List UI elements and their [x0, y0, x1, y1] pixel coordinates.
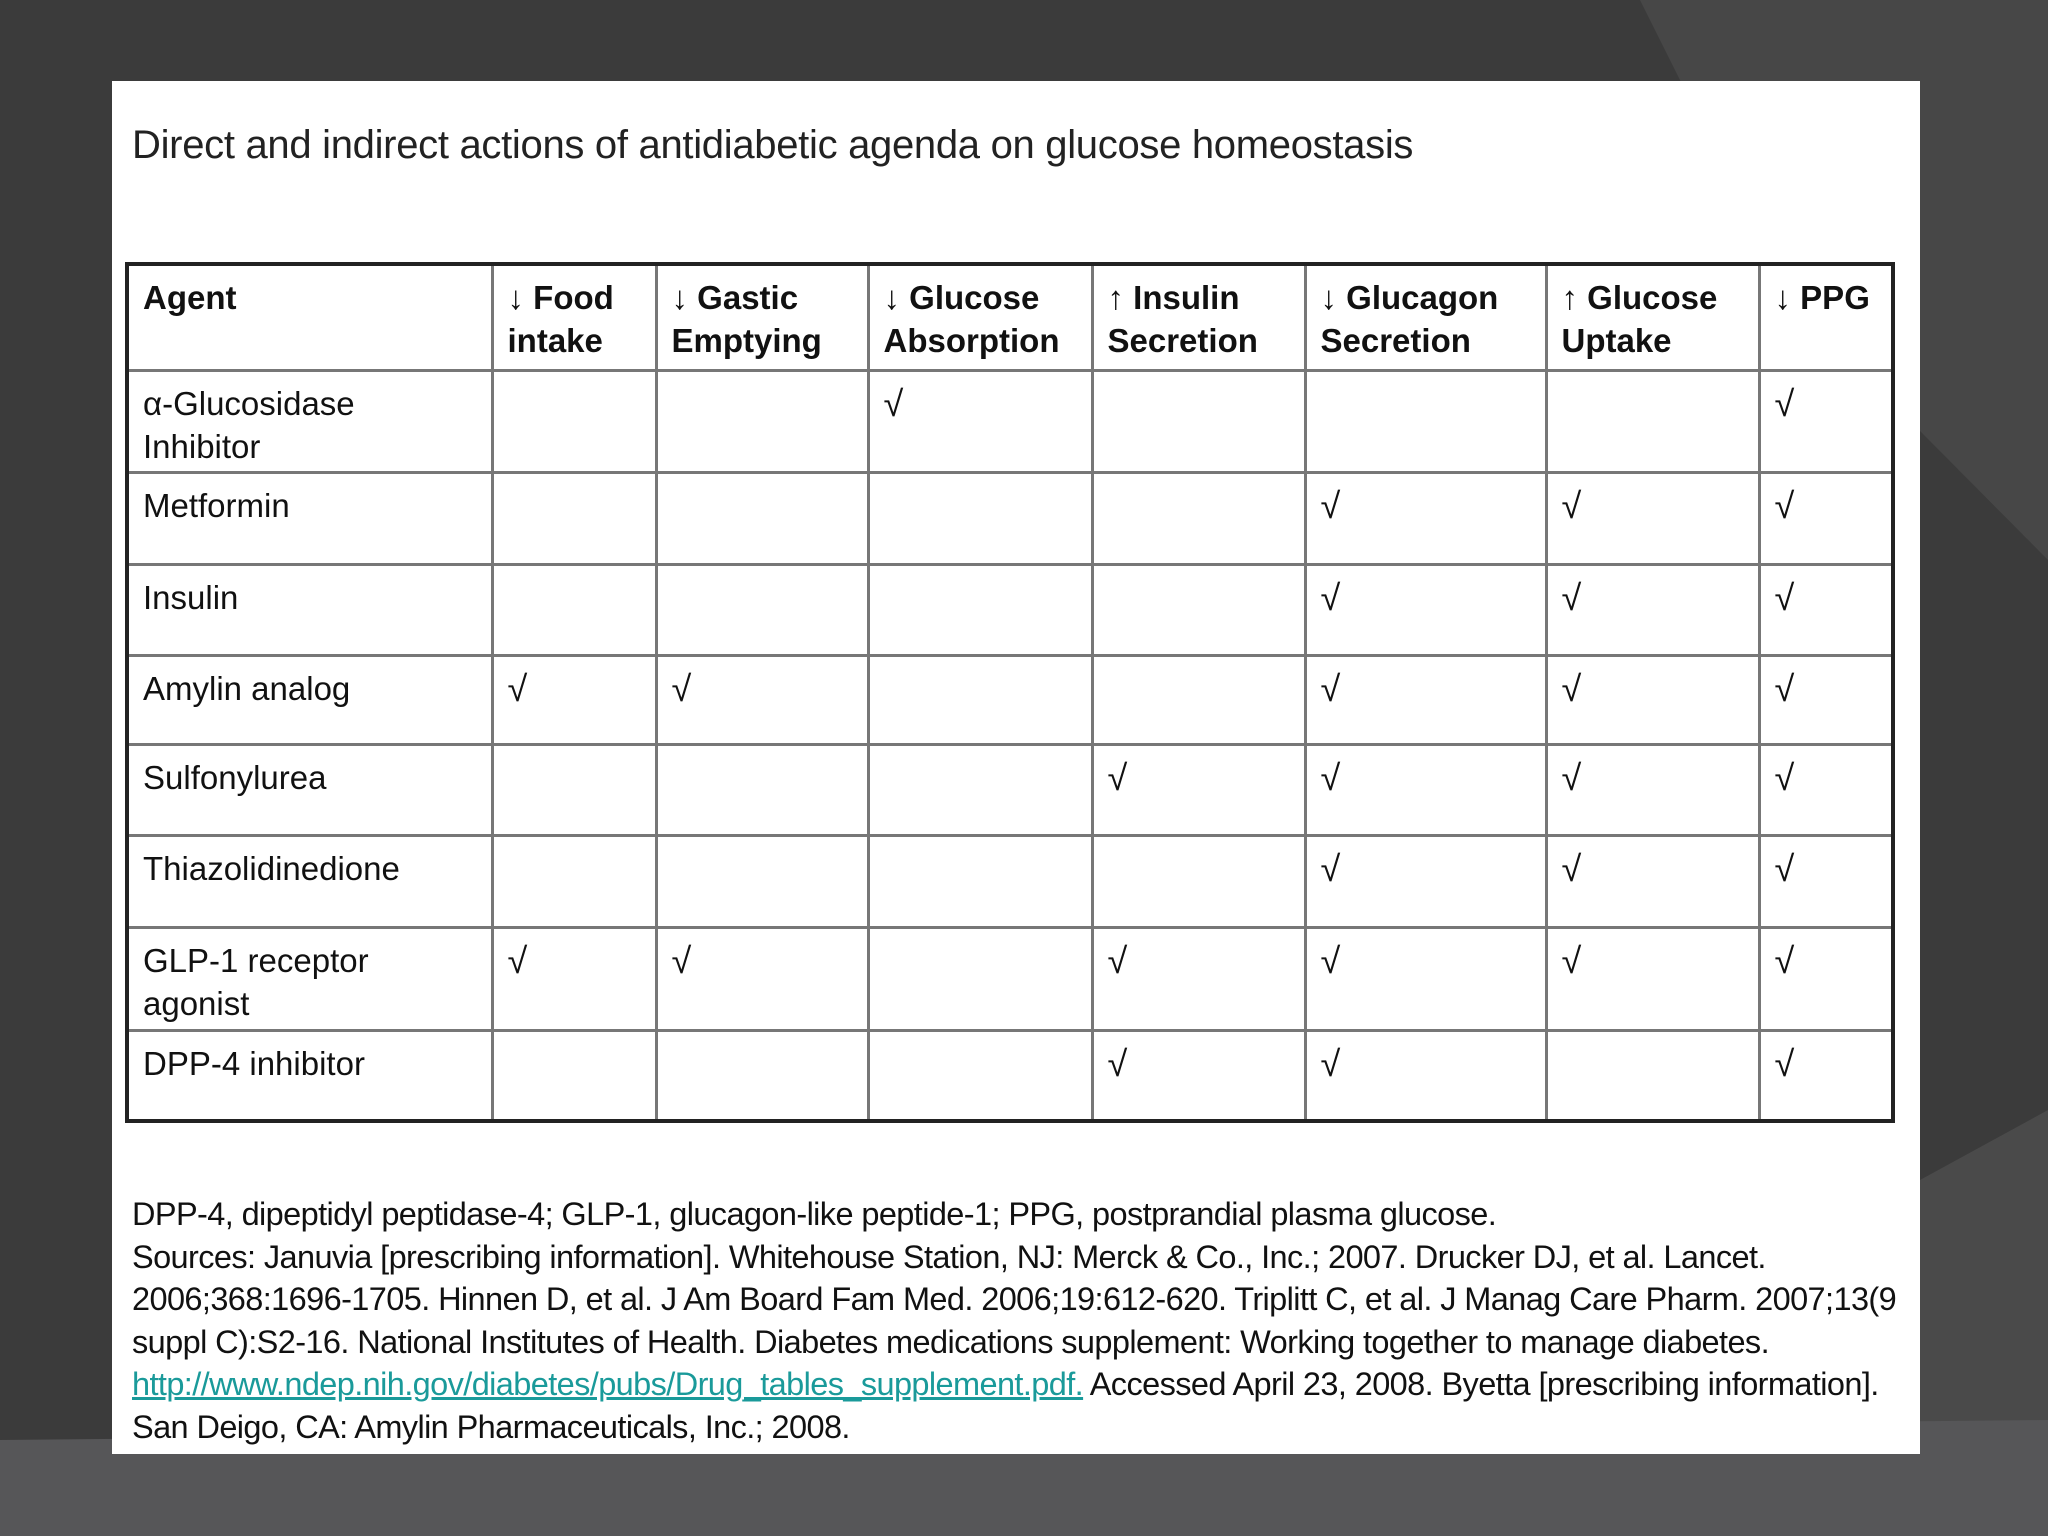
action-cell	[1546, 927, 1759, 1030]
agent-cell: Sulfonylurea	[127, 744, 492, 835]
action-cell	[1546, 472, 1759, 564]
check-mark-icon: √	[1774, 756, 1795, 798]
action-cell	[492, 927, 656, 1030]
footnote-abbreviations: DPP-4, dipeptidyl peptidase-4; GLP-1, glucagon-like peptide-1; PPG, postprandial plasma glucose.	[132, 1196, 1497, 1232]
action-cell	[868, 1030, 1092, 1121]
action-cell	[868, 564, 1092, 655]
agent-actions-table	[125, 262, 1895, 1123]
column-header: ↓ PPG	[1759, 264, 1893, 370]
action-cell	[492, 835, 656, 927]
check-mark-icon: √	[1107, 939, 1128, 981]
table-row	[127, 370, 1893, 472]
check-mark-icon: √	[1774, 847, 1795, 889]
check-mark-icon: √	[1320, 667, 1341, 709]
action-cell	[1759, 472, 1893, 564]
action-cell	[1305, 744, 1546, 835]
action-cell	[868, 370, 1092, 472]
check-mark-icon: √	[1561, 484, 1582, 526]
table-row	[127, 927, 1893, 1030]
check-mark-icon: √	[1774, 1042, 1795, 1084]
check-mark-icon: √	[507, 939, 528, 981]
action-cell	[1092, 927, 1305, 1030]
action-cell	[656, 927, 868, 1030]
table-row	[127, 472, 1893, 564]
action-cell	[492, 655, 656, 744]
sources-text-end: Accessed April 23, 2008. Byetta [prescribing information]. San Deigo, CA: Amylin Pharmaceuticals, Inc.; 2008.	[132, 1366, 1879, 1445]
check-mark-icon: √	[883, 382, 904, 424]
agent-cell: Insulin	[127, 564, 492, 655]
column-header: ↓ Glucagon Secretion	[1305, 264, 1546, 370]
action-cell	[1092, 744, 1305, 835]
table-row	[127, 835, 1893, 927]
table-row	[127, 744, 1893, 835]
check-mark-icon: √	[1774, 484, 1795, 526]
header-row	[127, 264, 1893, 370]
check-mark-icon: √	[1320, 484, 1341, 526]
table-row	[127, 564, 1893, 655]
check-mark-icon: √	[1561, 756, 1582, 798]
table-figure	[112, 81, 1920, 1454]
figure-title: Direct and indirect actions of antidiabetic agenda on glucose homeostasis	[132, 123, 1414, 167]
action-cell	[1092, 472, 1305, 564]
action-cell	[1305, 472, 1546, 564]
action-cell	[868, 472, 1092, 564]
check-mark-icon: √	[1320, 939, 1341, 981]
action-cell	[1546, 835, 1759, 927]
check-mark-icon: √	[1774, 382, 1795, 424]
action-cell	[1759, 927, 1893, 1030]
check-mark-icon: √	[1774, 576, 1795, 618]
action-cell	[1546, 564, 1759, 655]
footnote	[132, 1193, 1922, 1448]
action-cell	[492, 1030, 656, 1121]
column-header: ↑ Insulin Secretion	[1092, 264, 1305, 370]
action-cell	[1759, 1030, 1893, 1121]
action-cell	[1092, 655, 1305, 744]
check-mark-icon: √	[1320, 847, 1341, 889]
action-cell	[656, 472, 868, 564]
column-header: Agent	[127, 264, 492, 370]
column-header: ↓ Food intake	[492, 264, 656, 370]
table-row	[127, 655, 1893, 744]
action-cell	[1305, 655, 1546, 744]
check-mark-icon: √	[1320, 756, 1341, 798]
action-cell	[492, 472, 656, 564]
action-cell	[1092, 835, 1305, 927]
check-mark-icon: √	[1320, 576, 1341, 618]
action-cell	[492, 370, 656, 472]
action-cell	[868, 744, 1092, 835]
check-mark-icon: √	[1561, 847, 1582, 889]
action-cell	[656, 564, 868, 655]
action-cell	[1305, 835, 1546, 927]
agent-cell: Thiazolidinedione	[127, 835, 492, 927]
action-cell	[1546, 744, 1759, 835]
action-cell	[656, 835, 868, 927]
check-mark-icon: √	[1561, 667, 1582, 709]
agent-cell: Amylin analog	[127, 655, 492, 744]
action-cell	[1305, 370, 1546, 472]
check-mark-icon: √	[1774, 939, 1795, 981]
check-mark-icon: √	[671, 667, 692, 709]
agent-cell: Metformin	[127, 472, 492, 564]
action-cell	[1546, 370, 1759, 472]
action-cell	[1092, 370, 1305, 472]
check-mark-icon: √	[1107, 1042, 1128, 1084]
check-mark-icon: √	[1561, 576, 1582, 618]
check-mark-icon: √	[1561, 939, 1582, 981]
action-cell	[1759, 835, 1893, 927]
check-mark-icon: √	[1774, 667, 1795, 709]
action-cell	[1546, 1030, 1759, 1121]
agent-cell: α-Glucosidase Inhibitor	[127, 370, 492, 472]
footnote-sources	[132, 1236, 1922, 1449]
action-cell	[1759, 655, 1893, 744]
agent-cell: DPP-4 inhibitor	[127, 1030, 492, 1121]
action-cell	[1305, 927, 1546, 1030]
action-cell	[656, 1030, 868, 1121]
column-header: ↑ Glucose Uptake	[1546, 264, 1759, 370]
action-cell	[868, 835, 1092, 927]
action-cell	[1092, 1030, 1305, 1121]
check-mark-icon: √	[1320, 1042, 1341, 1084]
action-cell	[868, 655, 1092, 744]
action-cell	[656, 655, 868, 744]
action-cell	[1759, 564, 1893, 655]
action-cell	[656, 744, 868, 835]
action-cell	[868, 927, 1092, 1030]
sources-text: Sources: Januvia [prescribing information]. Whitehouse Station, NJ: Merck & Co., Inc.; 2007. Drucker DJ, et al. Lancet. 2006;368:1696-1705. Hinnen D, et al. J Am Board Fam Med. 2006;19:612-620. Triplitt C, et al. J Manag Care Pharm. 2007;13(9 suppl C):S2-16. National Institutes of Health. Diabetes medications supplement: Working together to manage diabetes.	[132, 1238, 1897, 1360]
check-mark-icon: √	[671, 939, 692, 981]
table-row	[127, 1030, 1893, 1121]
action-cell	[1305, 564, 1546, 655]
check-mark-icon: √	[507, 667, 528, 709]
action-cell	[1546, 655, 1759, 744]
action-cell	[1759, 744, 1893, 835]
source-link[interactable]: http://www.ndep.nih.gov/diabetes/pubs/Drug_tables_supplement.pdf.	[132, 1366, 1084, 1402]
check-mark-icon: √	[1107, 756, 1128, 798]
action-cell	[492, 564, 656, 655]
action-cell	[1092, 564, 1305, 655]
action-cell	[492, 744, 656, 835]
column-header: ↓ Gastic Emptying	[656, 264, 868, 370]
agent-cell: GLP-1 receptor agonist	[127, 927, 492, 1030]
action-cell	[656, 370, 868, 472]
action-cell	[1759, 370, 1893, 472]
action-cell	[1305, 1030, 1546, 1121]
column-header: ↓ Glucose Absorption	[868, 264, 1092, 370]
